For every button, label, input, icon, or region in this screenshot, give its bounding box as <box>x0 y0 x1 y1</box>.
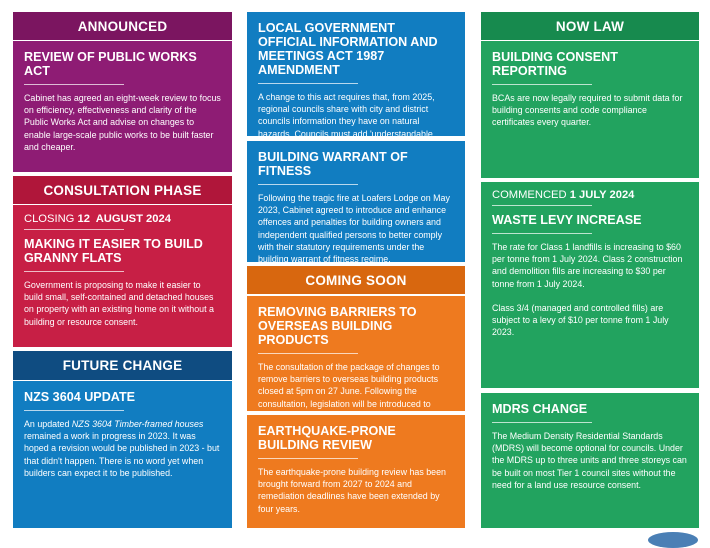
future-change-title: NZS 3604 UPDATE <box>24 390 136 404</box>
announced-header <box>13 12 232 40</box>
commenced-date-value: 1 JULY 2024 <box>569 189 635 201</box>
consultation-date <box>24 213 221 225</box>
consultation-header-label: CONSULTATION PHASE <box>43 182 202 198</box>
future-change-header <box>13 351 232 380</box>
divider <box>24 410 124 411</box>
divider <box>24 84 124 85</box>
waste-levy-body-2: Class 3/4 (managed and controlled fills) are subject to a levy of $10 per tonne from 1 July 2023. <box>492 302 669 338</box>
local-government-card <box>247 12 465 139</box>
consultation-date-value: 12 AUGUST 2024 <box>77 213 171 225</box>
mdrs-body: The Medium Density Residential Standards (MDRS) will become optional for councils. Under the MDRS up to three units and three storeys can be built on most Tier 1 council sites without the need for a land use resource consent. <box>492 431 687 490</box>
earthquake-body: The earthquake-prone building review has been brought forward from 2027 to 2024 and remediation deadlines have been extended by four years. <box>258 467 446 514</box>
divider <box>258 184 358 185</box>
divider <box>258 83 358 84</box>
mdrs-title: MDRS CHANGE <box>492 402 588 416</box>
now-law-header-label: NOW LAW <box>555 18 625 34</box>
future-change-body-prefix: An updated <box>24 419 72 429</box>
consultation-header <box>13 176 232 204</box>
future-change-body-rest: remained a work in progress in 2023. It was hoped a revision would be published in 2023 - but that didn't happen. There is no word yet when builders can expect it to be published. <box>24 431 220 478</box>
consultation-card <box>13 205 232 347</box>
divider <box>492 84 592 85</box>
announced-card <box>13 41 232 172</box>
consultation-body: Government is proposing to make it easier to build small, self-contained and detached houses on property with an existing home on it without a building or resource consent. <box>24 280 214 327</box>
divider <box>492 205 592 206</box>
coming-soon-header <box>247 266 465 294</box>
waste-levy-card <box>481 182 699 388</box>
divider <box>492 422 592 423</box>
future-change-header-label: FUTURE CHANGE <box>62 358 183 373</box>
warrant-body: Following the tragic fire at Loafers Lodge on May 2023, Cabinet agreed to introduce and enhance offences and penalties for building owners and independent qualified persons to better comply with their statutory requirements under the building warrant of fitness regime. <box>258 193 450 265</box>
commenced-date <box>492 189 688 201</box>
announced-title: REVIEW OF PUBLIC WORKS ACT <box>24 50 197 78</box>
commenced-date-prefix: COMMENCED <box>492 189 567 201</box>
divider <box>258 353 358 354</box>
earthquake-title: EARTHQUAKE-PRONE BUILDING REVIEW <box>258 424 396 452</box>
announced-header-label: ANNOUNCED <box>77 18 168 34</box>
consent-card <box>481 41 699 178</box>
coming-soon-header-label: COMING SOON <box>305 272 407 288</box>
consultation-date-prefix: CLOSING <box>24 213 75 225</box>
divider <box>258 458 358 459</box>
barriers-body: The consultation of the package of changes to remove barriers to overseas building products closed at 5pm on 27 June. Following the consultation, legislation will be introduced to <box>258 362 440 409</box>
divider <box>24 271 124 272</box>
warrant-title: BUILDING WARRANT OF FITNESS <box>258 150 408 178</box>
consent-body: BCAs are now legally required to submit data for building consents and code compliance certificates every quarter. <box>492 93 683 128</box>
divider <box>24 229 124 230</box>
local-government-title: LOCAL GOVERNMENT OFFICIAL INFORMATION AND MEETINGS ACT 1987 AMENDMENT <box>258 21 438 77</box>
earthquake-card <box>247 415 465 528</box>
future-change-card <box>13 381 232 528</box>
now-law-header <box>481 12 699 40</box>
consent-title: BUILDING CONSENT REPORTING <box>492 50 618 78</box>
waste-levy-title: WASTE LEVY INCREASE <box>492 213 642 227</box>
divider <box>492 233 592 234</box>
mdrs-card <box>481 393 699 528</box>
decorative-shape <box>648 532 698 548</box>
announced-body: Cabinet has agreed an eight-week review to focus on efficiency, effectiveness and clarity of the Public Works Act and advise on changes to enable large-scale public works to be built faster and cheaper. <box>24 93 221 152</box>
future-change-body <box>24 418 221 479</box>
waste-levy-body-1: The rate for Class 1 landfills is increasing to $60 per tonne from 1 July 2024. Class 2 construction and demolition fills are increasing to $30 per tonne from 1 July 2024. <box>492 242 683 289</box>
local-government-body: A change to this act requires that, from 2025, regional councils share with city and district councils information they have on natural hazards. Councils must add 'understandable <box>258 92 435 139</box>
warrant-card <box>247 141 465 265</box>
consultation-title: MAKING IT EASIER TO BUILD GRANNY FLATS <box>24 237 203 265</box>
future-change-body-italic: NZS 3604 Timber-framed houses <box>71 419 204 429</box>
barriers-card <box>247 296 465 411</box>
barriers-title: REMOVING BARRIERS TO OVERSEAS BUILDING PRODUCTS <box>258 305 417 347</box>
